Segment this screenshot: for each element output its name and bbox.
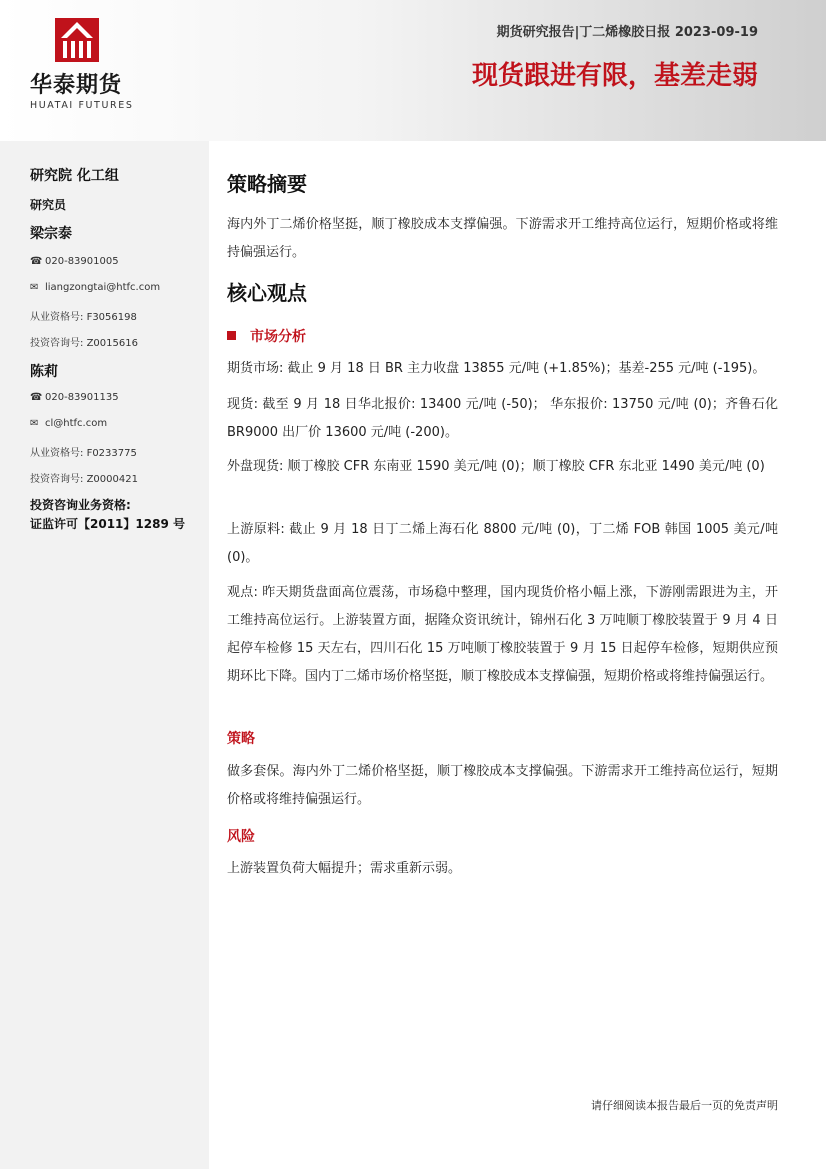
spot-paragraph: 现货: 截至 9 月 18 日华北报价: 13400 元/吨 (-50)； 华东报价: 13750 元/吨 (0)；齐鲁石化 BR9000 出厂价 13600 元/吨 (-200)。 [227,397,778,440]
analyst-name: 陈莉 [30,364,58,380]
analyst-consult-number: 投资咨询号: Z0015616 [30,338,138,349]
summary-heading: 策略摘要 [227,172,307,196]
summary-text: 海内外丁二烯价格坚挺，顺丁橡胶成本支撑偏强。下游需求开工维持高位运行，短期价格或将维持偏强运行。 [227,217,778,260]
analyst-consult-number: 投资咨询号: Z0000421 [30,474,138,485]
report-header [0,0,826,141]
view-paragraph: 观点: 昨天期货盘面高位震荡，市场稳中整理，国内现货价格小幅上涨，下游刚需跟进为主，开工维持高位运行。上游装置方面，据隆众资讯统计，锦州石化 3 万吨顺丁橡胶装置于 9 月 4 日起停车检修 15 天左右，四川石化 15 万吨顺丁橡胶装置于 9 月 15 日起停车检修，短期供应预期环比下降。国内丁二烯市场价格坚挺，顺丁橡胶成本支撑偏强，短期价格或将维持偏强运行。 [227,585,778,684]
company-logo [30,18,134,113]
mail-icon: ✉ [30,418,39,429]
external-spot-paragraph: 外盘现货: 顺丁橡胶 CFR 东南亚 1590 美元/吨 (0)；顺丁橡胶 CFR 东北亚 1490 美元/吨 (0) [227,459,765,474]
license-number: 证监许可【2011】1289 号 [30,517,185,531]
analyst-sidebar [0,141,209,1169]
risk-text: 上游装置负荷大幅提升；需求重新示弱。 [227,861,462,876]
analyst-email[interactable]: ✉ cl@htfc.com [30,418,108,429]
bullet-square-icon [227,331,236,340]
logo-english-name: HUATAI FUTURES [30,100,134,111]
phone-icon: ☎ [30,392,43,403]
role-label: 研究员 [30,198,67,212]
license-title: 投资咨询业务资格: [30,498,131,512]
disclaimer-note: 请仔细阅读本报告最后一页的免责声明 [591,1099,778,1112]
report-title: 现货跟进有限，基差走弱 [471,61,758,91]
market-analysis-heading: 市场分析 [227,326,306,346]
logo-chinese-name: 华泰期货 [30,73,123,98]
report-type-date: 期货研究报告|丁二烯橡胶日报 2023-09-19 [496,25,758,40]
upstream-paragraph: 上游原料: 截止 9 月 18 日丁二烯上海石化 8800 元/吨 (0)，丁二烯 FOB 韩国 1005 美元/吨 (0)。 [227,522,778,565]
strategy-heading: 策略 [227,731,255,747]
futures-market-paragraph: 期货市场: 截止 9 月 18 日 BR 主力收盘 13855 元/吨 (+1.85%)；基差-255 元/吨 (-195)。 [227,361,766,376]
analyst-qualification: 从业资格号: F0233775 [30,448,137,459]
analyst-phone: ☎ 020-83901005 [30,256,119,267]
phone-icon: ☎ [30,256,43,267]
analyst-email[interactable]: ✉ liangzongtai@htfc.com [30,282,161,293]
risk-heading: 风险 [227,829,255,845]
core-view-heading: 核心观点 [227,281,307,305]
analyst-phone: ☎ 020-83901135 [30,392,119,403]
huatai-logo-icon [55,18,99,62]
analyst-name: 梁宗泰 [30,226,72,242]
strategy-text: 做多套保。海内外丁二烯价格坚挺，顺丁橡胶成本支撑偏强。下游需求开工维持高位运行，短期价格或将维持偏强运行。 [227,764,778,807]
mail-icon: ✉ [30,282,39,293]
analyst-qualification: 从业资格号: F3056198 [30,312,137,323]
department: 研究院 化工组 [30,168,119,184]
